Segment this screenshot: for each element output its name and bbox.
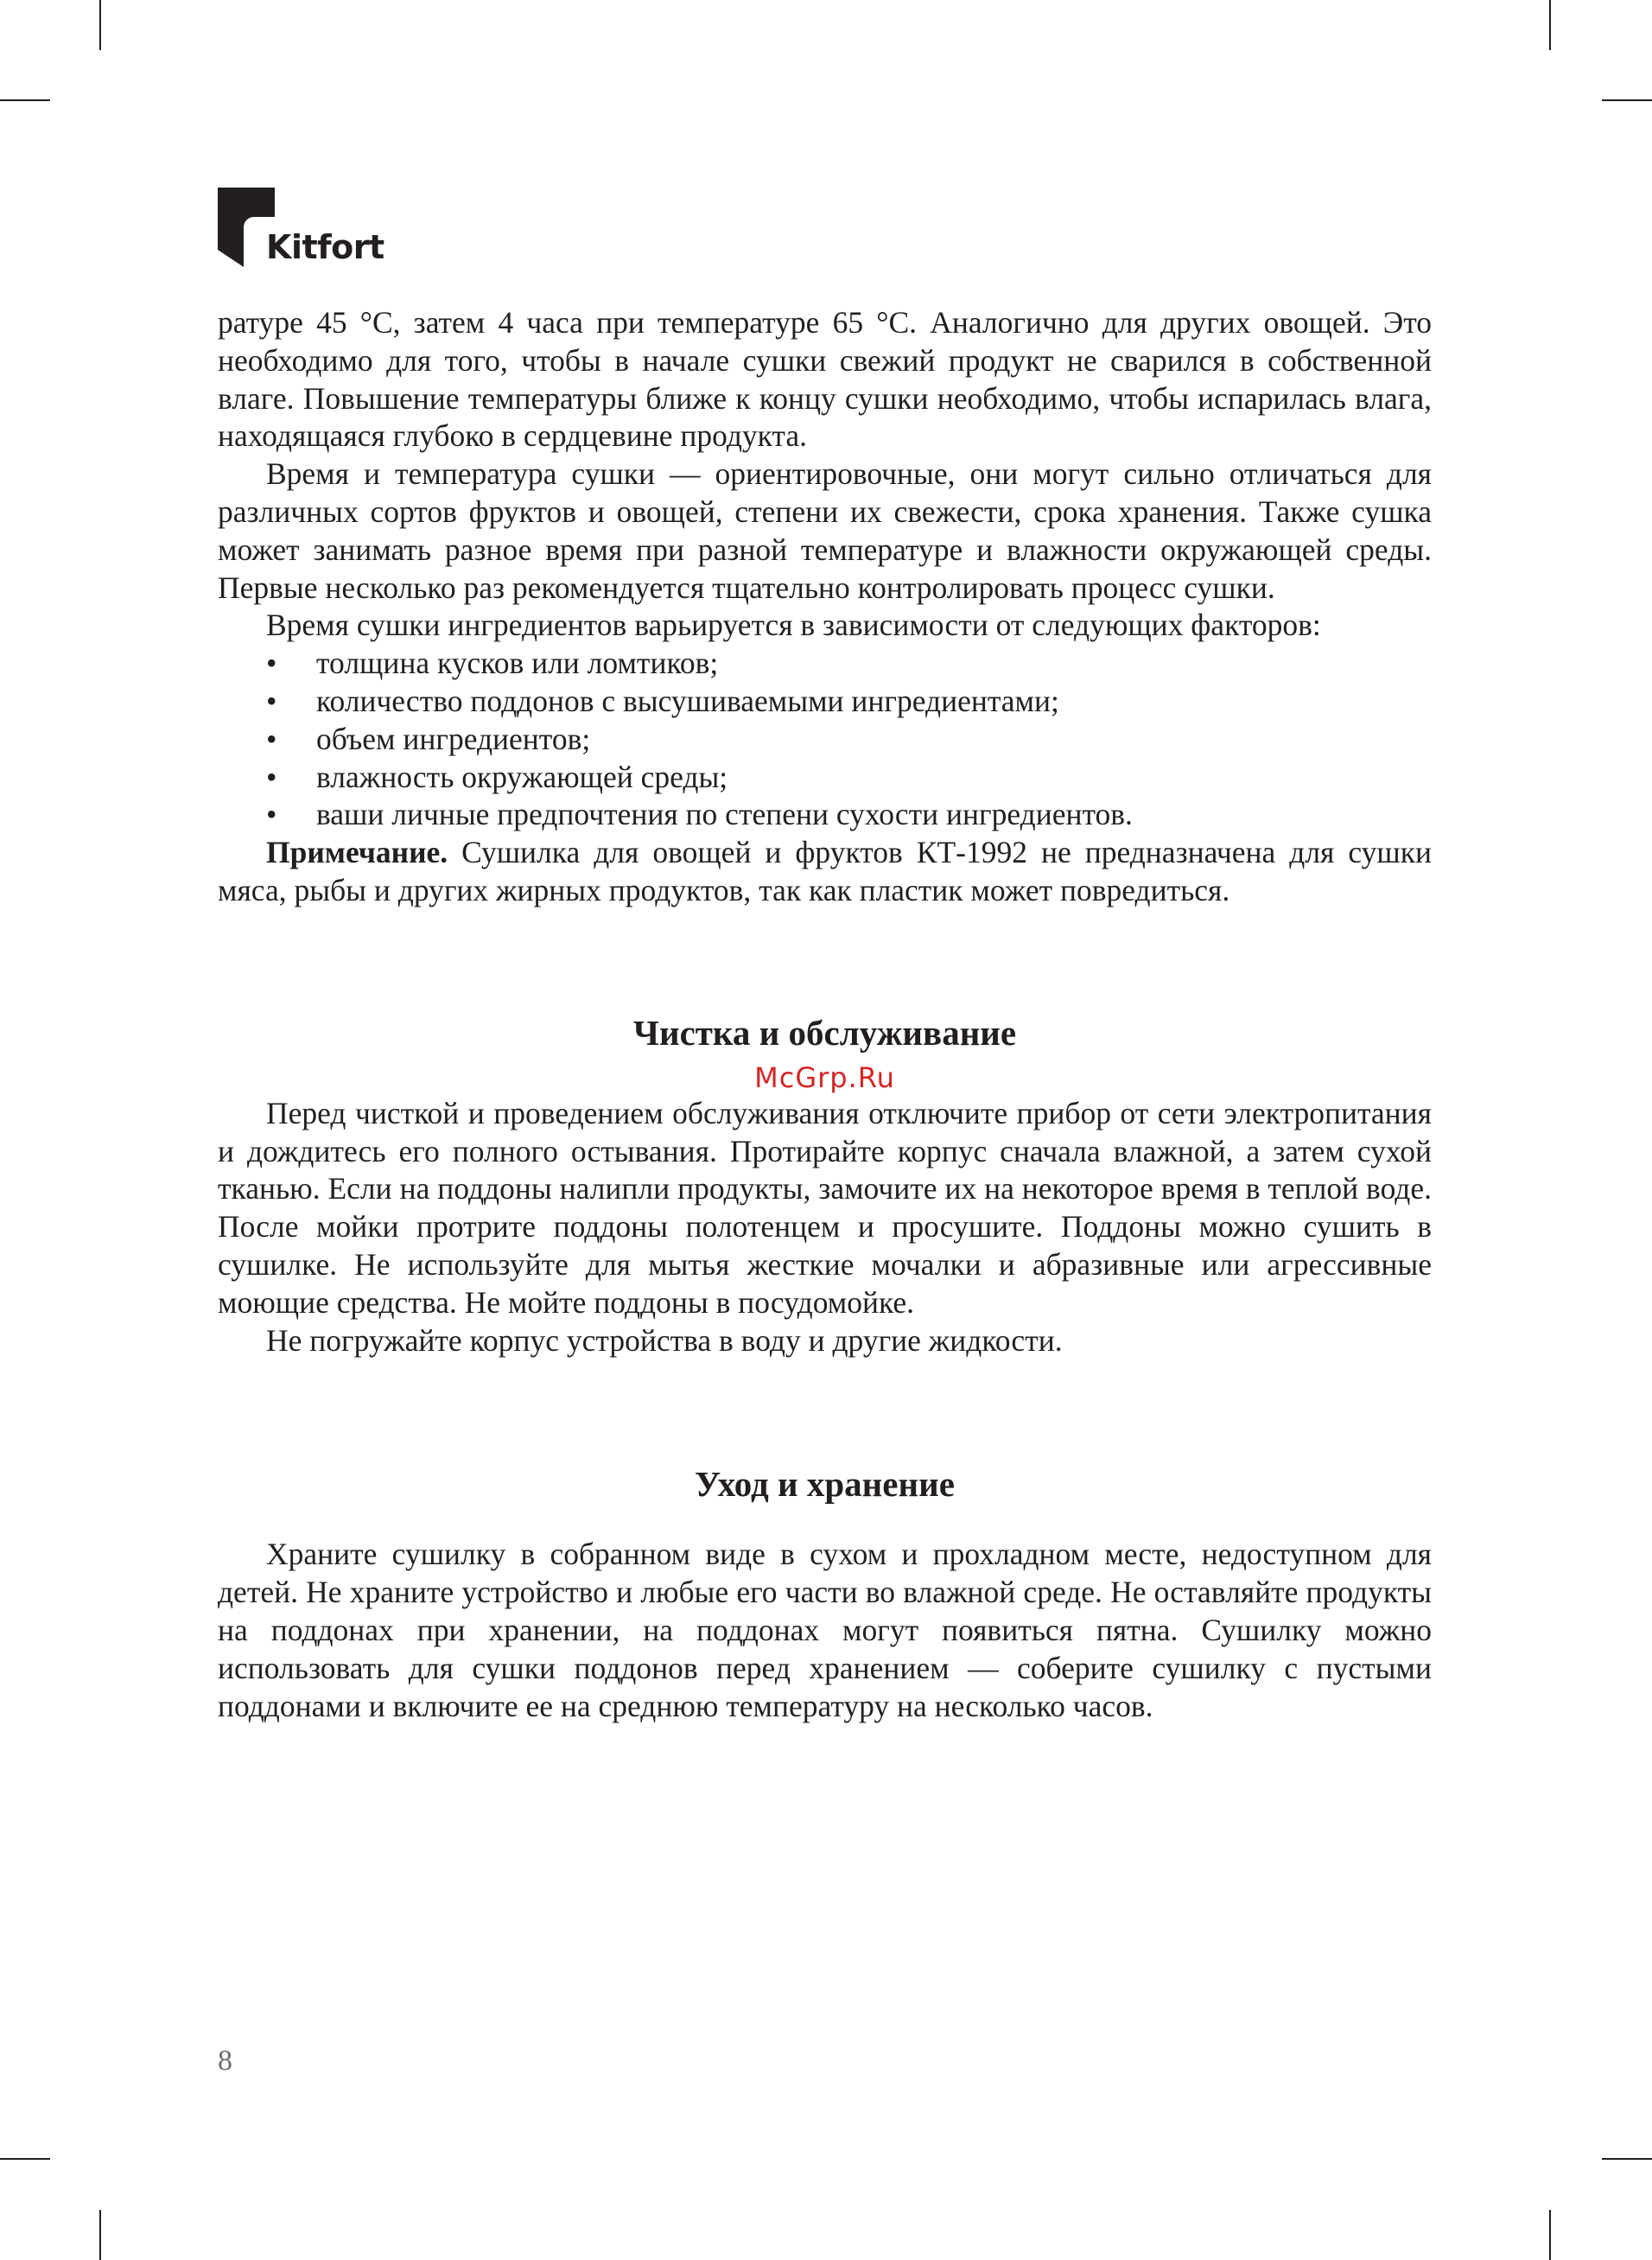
note-text: Сушилка для овощей и фруктов КТ-1992 не предназначена для сушки мяса, рыбы и других жирных продуктов, так как пластик может повредиться. bbox=[218, 835, 1432, 907]
crop-mark-top-left bbox=[99, 0, 101, 50]
logo-text: Kitfort bbox=[266, 228, 384, 266]
crop-mark-bottom-left bbox=[0, 2158, 50, 2160]
section-title-cleaning: Чистка и обслуживание bbox=[632, 1012, 1017, 1053]
cleaning-paragraph-1: Перед чисткой и проведением обслуживания отключите прибор от сети электропитания и дождитесь его полного остывания. Протирайте корпус сначала влажной, а затем сухой тканью. Если на поддоны налипли продукты, замочите их на некоторое время в теплой воде. После мойки протрите поддоны полотенцем и просушите. Поддоны можно сушить в сушилке. Не используйте для мытья жесткие мочалки и абразивные или агрессивные моющие средства. Не мойте поддоны в посудомойке. bbox=[218, 1095, 1432, 1320]
bullet-icon: • bbox=[266, 646, 277, 681]
kitfort-logo bbox=[216, 186, 389, 272]
page-content bbox=[218, 304, 1432, 1725]
list-item: • количество поддонов с высушиваемыми ингредиентами; bbox=[218, 683, 1432, 721]
cleaning-paragraph-2: Не погружайте корпус устройства в воду и другие жидкости. bbox=[266, 1322, 1063, 1358]
section-title-storage: Уход и хранение bbox=[695, 1464, 955, 1505]
list-item: • влажность окружающей среды; bbox=[218, 759, 1432, 797]
crop-mark-bottom-left bbox=[99, 2210, 101, 2260]
page-number: 8 bbox=[218, 2045, 232, 2077]
list-item: • объем ингредиентов; bbox=[218, 721, 1432, 759]
watermark: McGrp.Ru bbox=[754, 1060, 895, 1094]
factors-list bbox=[218, 645, 1432, 834]
intro-paragraph-2: Время и температура сушки — ориентировочные, они могут сильно отличаться для различных сортов фруктов и овощей, степени их свежести, срока хранения. Также сушка может занимать разное время при разной температуре и влажности окружающей среды. Первые несколько раз рекомендуется тщательно контролировать процесс сушки. bbox=[218, 456, 1432, 605]
bullet-icon: • bbox=[266, 759, 277, 794]
intro-paragraph-1: ратуре 45 °С, затем 4 часа при температуре 65 °С. Аналогично для других овощей. Это необходимо для того, чтобы в начале сушки свежий продукт не сварился в собственной влаге. Повышение температуры ближе к концу сушки необходимо, чтобы испарилась влага, находящаяся глубоко в сердцевине продукта. bbox=[218, 305, 1432, 454]
crop-mark-top-right bbox=[1549, 0, 1551, 50]
bullet-icon: • bbox=[266, 721, 277, 756]
note-paragraph bbox=[218, 834, 1432, 910]
bullet-icon: • bbox=[266, 797, 277, 832]
list-item: • ваши личные предпочтения по степени сухости ингредиентов. bbox=[218, 796, 1432, 834]
crop-mark-top-left bbox=[0, 99, 50, 101]
crop-mark-top-right bbox=[1602, 99, 1652, 101]
crop-mark-bottom-right bbox=[1549, 2210, 1551, 2260]
note-label: Примечание. bbox=[266, 835, 448, 870]
intro-paragraph-3: Время сушки ингредиентов варьируется в зависимости от следующих факторов: bbox=[266, 608, 1321, 643]
storage-paragraph-1: Храните сушилку в собранном виде в сухом и прохладном месте, недоступном для детей. Не храните устройство и любые его части во влажной среде. Не оставляйте продукты на поддонах при хранении, на поддонах могут появиться пятна. Сушилку можно использовать для сушки поддонов перед хранением — соберите сушилку с пустыми поддонами и включите ее на среднюю температуру на несколько часов. bbox=[218, 1537, 1432, 1723]
bullet-icon: • bbox=[266, 683, 277, 718]
crop-mark-bottom-right bbox=[1602, 2158, 1652, 2160]
list-item: • толщина кусков или ломтиков; bbox=[218, 645, 1432, 683]
